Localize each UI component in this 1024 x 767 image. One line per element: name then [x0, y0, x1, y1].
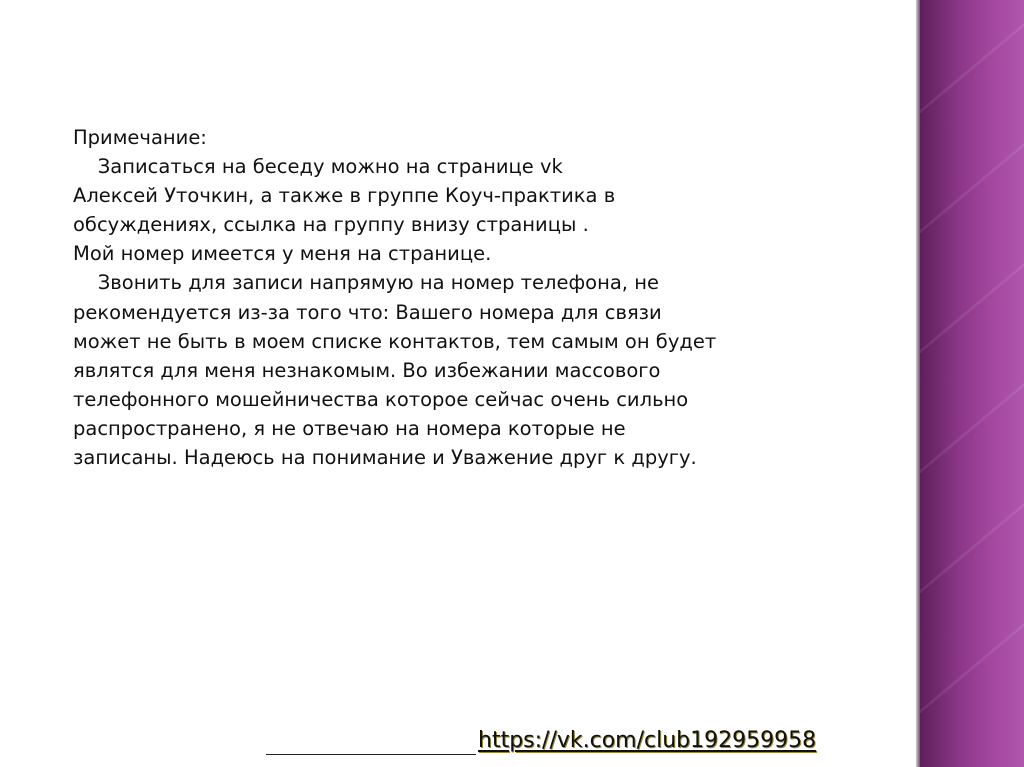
- note-line: рекомендуется из-за того что: Вашего номера для связи: [73, 300, 662, 324]
- note-line: Звонить для записи напрямую на номер телефона, не: [73, 271, 659, 295]
- note-line: являтся для меня незнакомым. Во избежании массового: [73, 358, 661, 382]
- link-underline-rule: [266, 754, 476, 755]
- note-line: обсуждениях, ссылка на группу внизу страницы .: [73, 213, 589, 237]
- note-line: телефонного мошейничества которое сейчас очень сильно: [73, 387, 689, 411]
- note-line: Записаться на беседу можно на странице vk: [73, 155, 563, 179]
- note-line: Алексей Уточкин, а также в группе Коуч-практика в: [73, 184, 616, 208]
- note-line: может не быть в моем списке контактов, тем самым он будет: [73, 329, 717, 353]
- note-line: Мой номер имеется у меня на странице.: [73, 242, 492, 266]
- note-heading: Примечание:: [73, 126, 207, 149]
- decorative-side-band: [920, 0, 1024, 767]
- vk-group-link[interactable]: https://vk.com/club192959958: [478, 728, 817, 753]
- note-line: распространено, я не отвечаю на номера которые не: [73, 416, 626, 440]
- note-line: записаны. Надеюсь на понимание и Уважение друг к другу.: [73, 446, 697, 470]
- note-text-block: [73, 123, 833, 472]
